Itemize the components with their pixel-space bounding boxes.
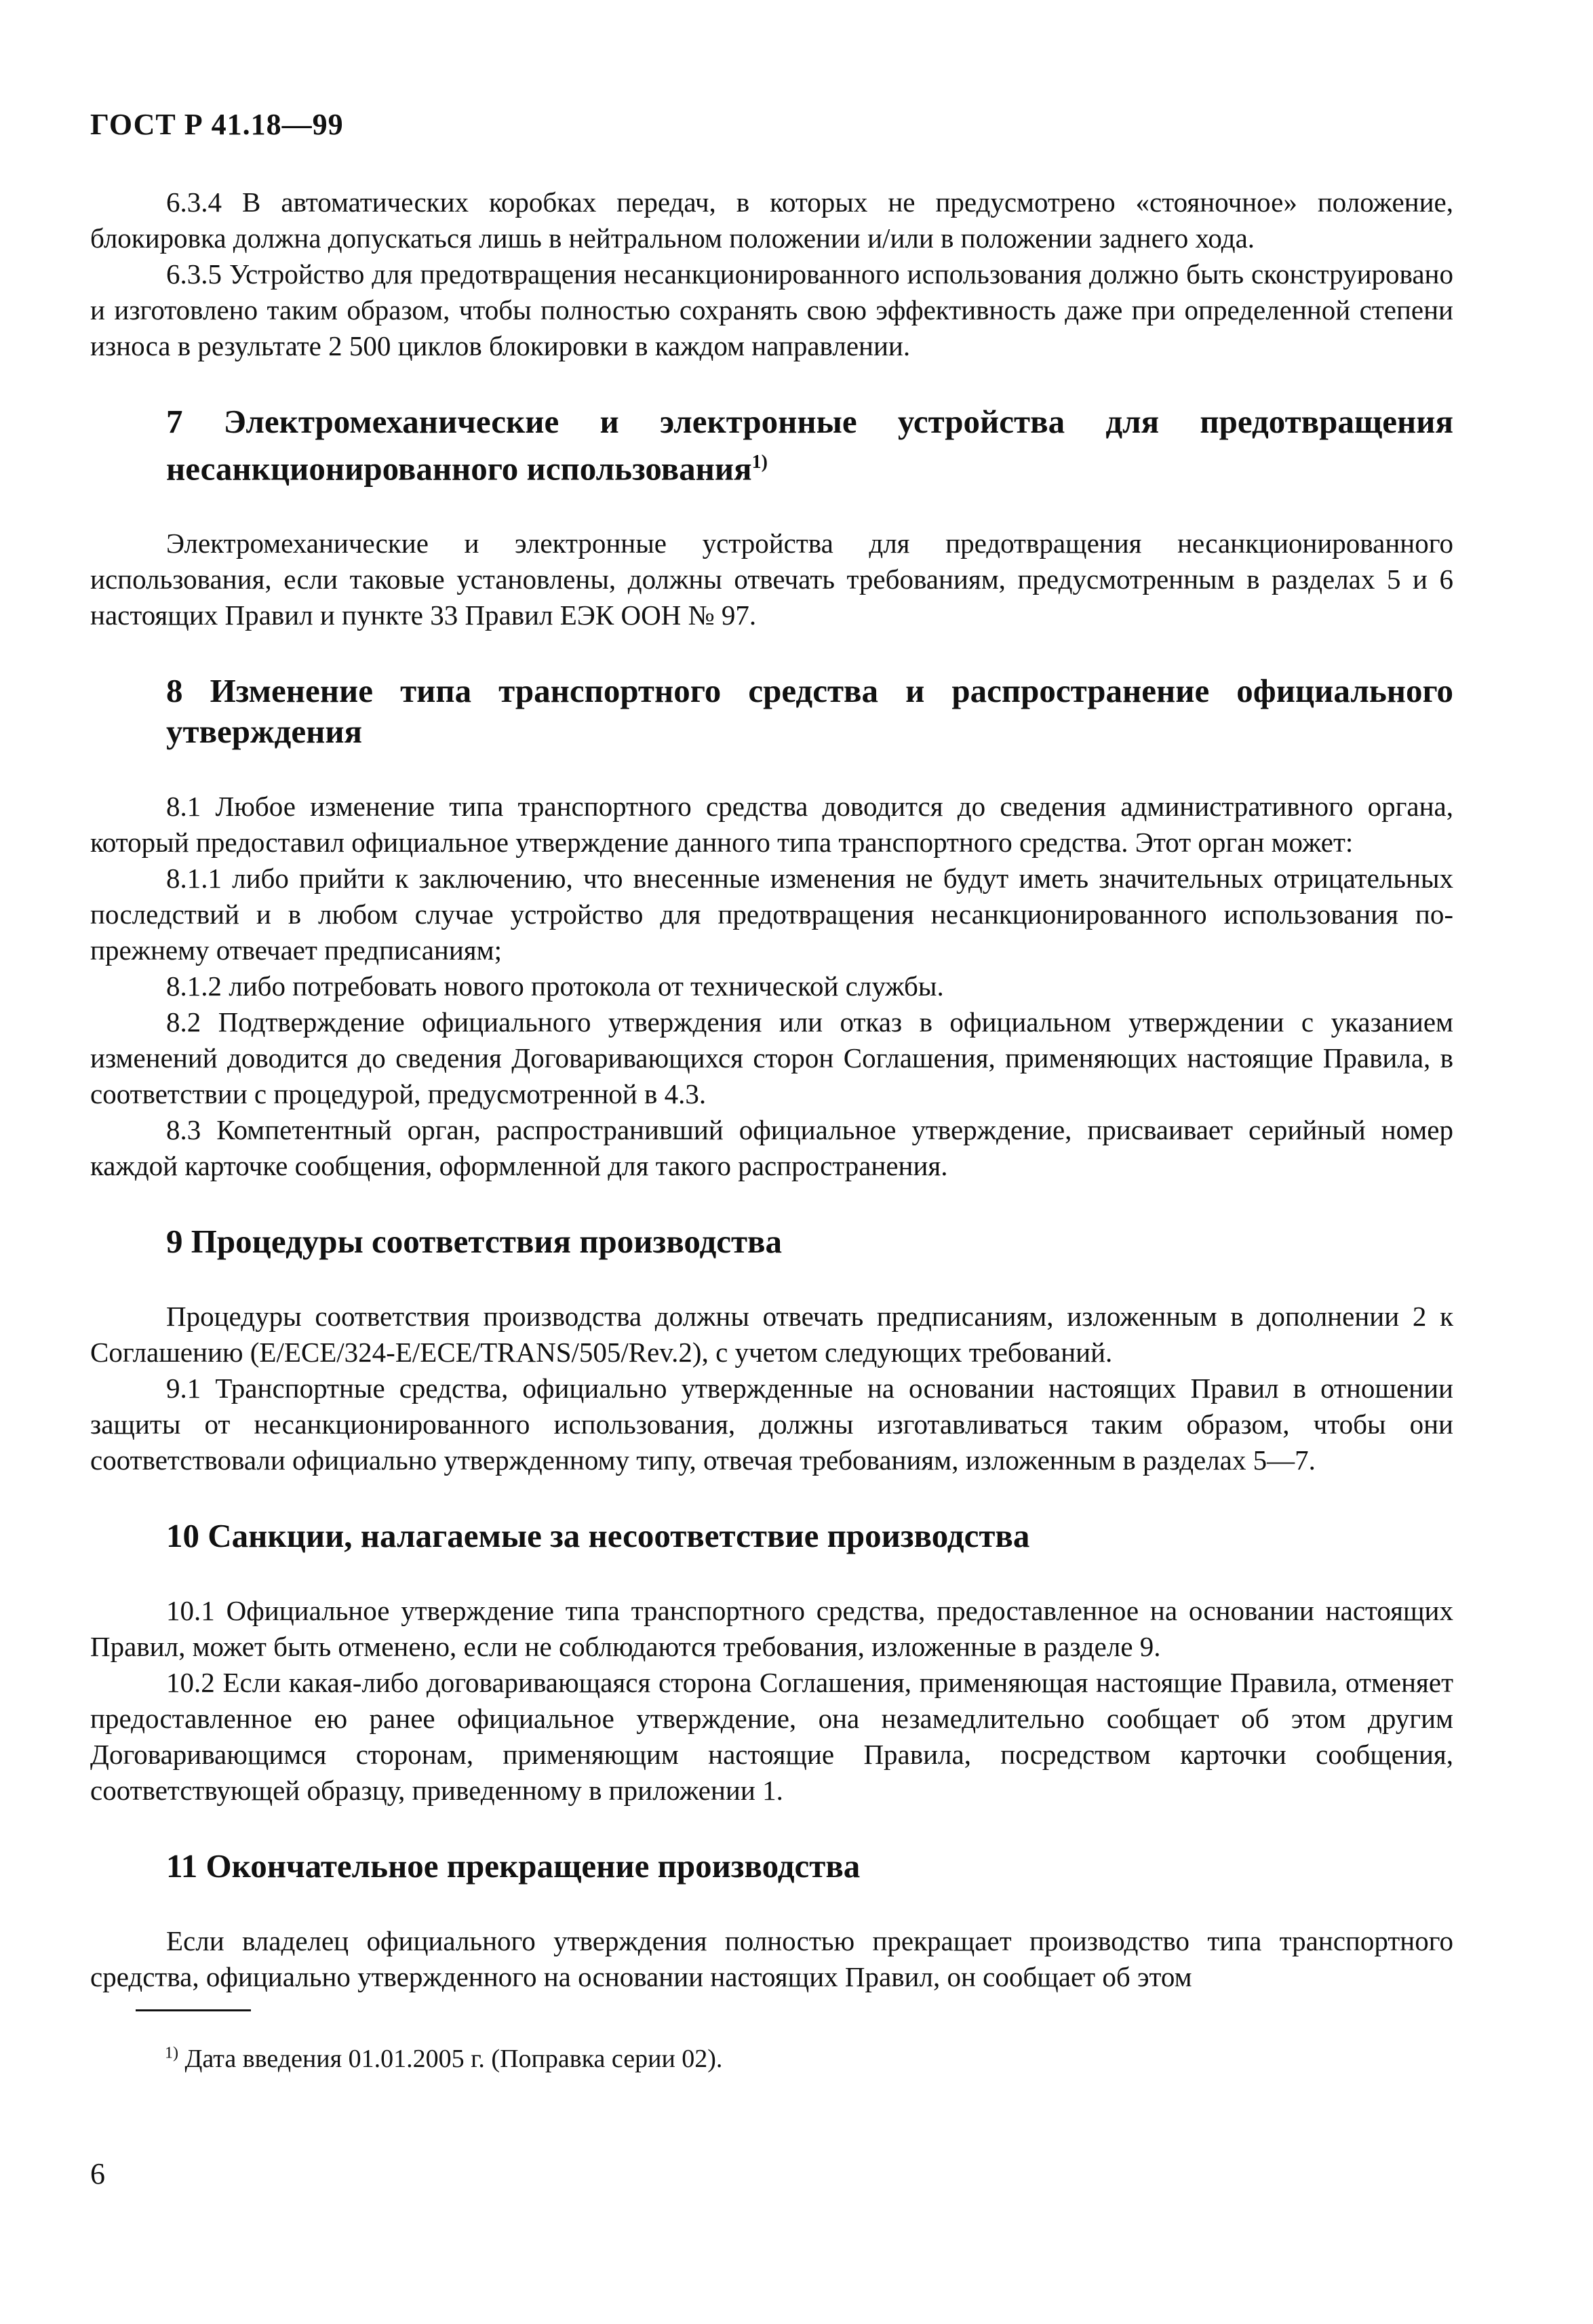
page-body — [90, 184, 1453, 1995]
paragraph-8-1-2: 8.1.2 либо потребовать нового протокола от технической службы. — [166, 970, 944, 1002]
section-heading-10: 10 Санкции, налагаемые за несоответствие производства — [166, 1517, 1030, 1555]
section-heading-7 — [90, 401, 1453, 489]
paragraph-8-2: 8.2 Подтверждение официального утверждения или отказ в официальном утверждении с указанием изменений доводится до сведения Договаривающихся сторон Соглашения, применяющих настоящие Правила, в соответствии с процедурой, предусмотренной в 4.3. — [90, 1006, 1453, 1110]
section-heading-11: 11 Окончательное прекращение производства — [166, 1847, 861, 1885]
paragraph-9-1: 9.1 Транспортные средства, официально утвержденные на основании настоящих Правил в отношении защиты от несанкционированного использования, должны изготавливаться таким образом, чтобы они соответствовали официально утвержденному типу, отвечая требованиям, изложенным в разделах 5—7. — [90, 1373, 1453, 1476]
footnote-reference: 1) — [751, 452, 768, 473]
paragraph-10-1: 10.1 Официальное утверждение типа транспортного средства, предоставленное на основании настоящих Правил, может быть отменено, если не соблюдаются требования, изложенные в разделе 9. — [90, 1595, 1453, 1663]
page-number: 6 — [90, 2157, 105, 2190]
paragraph-8-3: 8.3 Компетентный орган, распространивший официальное утверждение, присваивает серийный номер каждой карточке сообщения, оформленной для такого распространения. — [90, 1114, 1453, 1182]
paragraph-8-1: 8.1 Любое изменение типа транспортного средства доводится до сведения административного органа, который предоставил официальное утверждение данного типа транспортного средства. Этот орган может: — [90, 791, 1453, 859]
section-heading-9: 9 Процедуры соответствия производства — [166, 1223, 783, 1261]
footnote-text: Дата введения 01.01.2005 г. (Поправка серии 02). — [184, 2045, 723, 2073]
document-header: ГОСТ Р 41.18—99 — [90, 108, 344, 141]
footnote-mark: 1) — [165, 2044, 178, 2062]
paragraph-11: Если владелец официального утверждения полностью прекращает производство типа транспортного средства, официально утвержденного на основании настоящих Правил, он сообщает об этом — [90, 1925, 1453, 1993]
paragraph-9: Процедуры соответствия производства должны отвечать предписаниям, изложенным в дополнении 2 к Соглашению (E/ECE/324-E/ECE/TRANS/505/Rev.2), с учетом следующих требований. — [90, 1301, 1453, 1368]
footnote — [165, 2044, 722, 2074]
paragraph-7: Электромеханические и электронные устройства для предотвращения несанкционированного использования, если таковые установлены, должны отвечать требованиям, предусмотренным в разделах 5 и 6 настоящих Правил и пункте 33 Правил ЕЭК ООН № 97. — [90, 528, 1453, 631]
paragraph-6-3-4: 6.3.4 В автоматических коробках передач, в которых не предусмотрено «стояночное» положение, блокировка должна допускаться лишь в нейтральном положении и/или в положении заднего хода. — [90, 186, 1453, 254]
footnote-separator — [136, 2009, 251, 2011]
paragraph-8-1-1: 8.1.1 либо прийти к заключению, что внесенные изменения не будут иметь значительных отрицательных последствий и в любом случае устройство для предотвращения несанкционированного использования по-прежнему отвечает предписаниям; — [90, 863, 1453, 966]
paragraph-6-3-5: 6.3.5 Устройство для предотвращения несанкционированного использования должно быть сконструировано и изготовлено таким образом, чтобы полностью сохранять свою эффективность даже при определенной степени износа в результате 2 500 циклов блокировки в каждом направлении. — [90, 258, 1453, 361]
paragraph-10-2: 10.2 Если какая-либо договаривающаяся сторона Соглашения, применяющая настоящие Правила, отменяет предоставленное ею ранее официальное утверждение, она незамедлительно сообщает об этом другим Договаривающимся сторонам, применяющим настоящие Правила, посредством карточки сообщения, соответствующей образцу, приведенному в приложении 1. — [90, 1667, 1453, 1807]
section-heading-8: 8 Изменение типа транспортного средства и распространение официального утверждения — [166, 672, 1453, 751]
section-heading-7-text: 7 Электромеханические и электронные устройства для предотвращения несанкционированного использования — [166, 403, 1453, 488]
